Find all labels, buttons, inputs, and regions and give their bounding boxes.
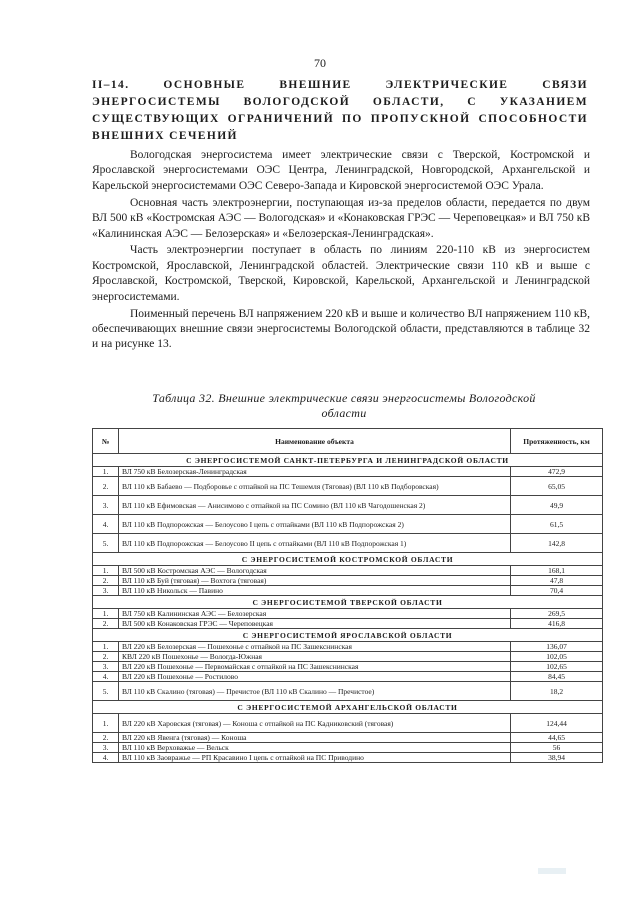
row-length: 56	[511, 743, 603, 753]
row-length: 61,5	[511, 515, 603, 534]
row-number: 4.	[93, 672, 119, 682]
row-number: 3.	[93, 586, 119, 596]
row-length: 84,45	[511, 672, 603, 682]
row-length: 44,65	[511, 733, 603, 743]
table-row	[93, 477, 603, 496]
row-number: 1.	[93, 467, 119, 477]
section-title: С ЭНЕРГОСИСТЕМОЙ ТВЕРСКОЙ ОБЛАСТИ	[93, 596, 603, 609]
row-name: ВЛ 110 кВ Верховажье — Вельск	[119, 743, 511, 753]
table-section-row	[93, 701, 603, 714]
scan-mark	[538, 868, 566, 874]
table-row	[93, 566, 603, 576]
row-number: 1.	[93, 642, 119, 652]
row-number: 4.	[93, 753, 119, 763]
row-number: 3.	[93, 743, 119, 753]
row-number: 2.	[93, 619, 119, 629]
table-row	[93, 753, 603, 763]
table-row	[93, 733, 603, 743]
row-name: ВЛ 220 кВ Пошехонье — Первомайская с отпайкой на ПС Зашекснинская	[119, 662, 511, 672]
table-section-row	[93, 454, 603, 467]
body-text	[92, 148, 590, 354]
heading-line: ВНЕШНИХ СЕЧЕНИЙ	[92, 130, 238, 142]
row-name: ВЛ 220 кВ Пошехонье — Ростилово	[119, 672, 511, 682]
table-row	[93, 672, 603, 682]
row-name: ВЛ 220 кВ Харовская (тяговая) — Коноша с отпайкой на ПС Кадниковский (тяговая)	[119, 714, 511, 733]
row-length: 136,07	[511, 642, 603, 652]
row-name: ВЛ 110 кВ Заовражье — РП Красавино I цепь с отпайкой на ПС Приводино	[119, 753, 511, 763]
row-name: ВЛ 750 кВ Белозерская-Ленинградская	[119, 467, 511, 477]
row-length: 142,8	[511, 534, 603, 553]
row-number: 3.	[93, 496, 119, 515]
row-name: КВЛ 220 кВ Пошехонье — Вологда-Южная	[119, 652, 511, 662]
paragraph: Вологодская энергосистема имеет электрические связи с Тверской, Костромской и Ярославской энергосистемами ОЭС Центра, Ленинградской, Новгородской, Архангельской и Карельской энергосистемами ОЭС Северо-Запада и Кировской энергосистемой ОЭС Урала.	[92, 149, 590, 192]
table-row	[93, 642, 603, 652]
section-title: С ЭНЕРГОСИСТЕМОЙ ЯРОСЛАВСКОЙ ОБЛАСТИ	[93, 629, 603, 642]
table-row	[93, 534, 603, 553]
row-number: 3.	[93, 662, 119, 672]
paragraph: Часть электроэнергии поступает в область по линиям 220-110 кВ из энергосистем Костромской, Ярославской, Ленинградской областей. Электрические связи 110 кВ и выше с Ярославской, Костромской, Тверской, Кировской, Карельской, Архангельской и Ленинградской энергосистемами.	[92, 244, 590, 303]
row-name: ВЛ 500 кВ Костромская АЭС — Вологодская	[119, 566, 511, 576]
caption-line: области	[321, 406, 367, 420]
row-number: 5.	[93, 534, 119, 553]
caption-line: Таблица 32. Внешние электрические связи энергосистемы Вологодской	[152, 391, 536, 405]
table-section-row	[93, 553, 603, 566]
header-name: Наименование объекта	[119, 429, 511, 454]
page-number: 70	[314, 56, 326, 70]
table-row	[93, 682, 603, 701]
row-name: ВЛ 110 кВ Скалино (тяговая) — Пречистое (ВЛ 110 кВ Скалино — Пречистое)	[119, 682, 511, 701]
row-name: ВЛ 110 кВ Буй (тяговая) — Вохтога (тяговая)	[119, 576, 511, 586]
row-name: ВЛ 500 кВ Конаковская ГРЭС — Череповецкая	[119, 619, 511, 629]
row-length: 416,8	[511, 619, 603, 629]
row-length: 102,65	[511, 662, 603, 672]
table-row	[93, 467, 603, 477]
row-length: 70,4	[511, 586, 603, 596]
row-length: 18,2	[511, 682, 603, 701]
row-number: 1.	[93, 566, 119, 576]
row-number: 2.	[93, 477, 119, 496]
heading-line: СУЩЕСТВУЮЩИХ ОГРАНИЧЕНИЙ ПО ПРОПУСКНОЙ СПОСОБНОСТИ	[92, 113, 588, 125]
row-length: 47,8	[511, 576, 603, 586]
section-title: С ЭНЕРГОСИСТЕМОЙ КОСТРОМСКОЙ ОБЛАСТИ	[93, 553, 603, 566]
paragraph: Основная часть электроэнергии, поступающая из-за пределов области, передается по двум ВЛ 500 кВ «Костромская АЭС — Вологодская» и «Конаковская ГРЭС — Череповецкая» и ВЛ 750 кВ «Калининская АЭС — Белозерская» и «Белозерская-Ленинградская».	[92, 196, 590, 240]
row-length: 269,5	[511, 609, 603, 619]
row-name: ВЛ 220 кВ Явенга (тяговая) — Коноша	[119, 733, 511, 743]
table-row	[93, 652, 603, 662]
section-title: С ЭНЕРГОСИСТЕМОЙ АРХАНГЕЛЬСКОЙ ОБЛАСТИ	[93, 701, 603, 714]
row-number: 2.	[93, 733, 119, 743]
row-length: 65,05	[511, 477, 603, 496]
table-caption	[100, 391, 588, 421]
heading-line: ЭНЕРГОСИСТЕМЫ ВОЛОГОДСКОЙ ОБЛАСТИ, С УКАЗАНИЕМ	[92, 96, 588, 108]
external-links-table	[92, 428, 603, 763]
row-length: 49,9	[511, 496, 603, 515]
table-row	[93, 743, 603, 753]
row-number: 5.	[93, 682, 119, 701]
header-length: Протяженность, км	[511, 429, 603, 454]
table-row	[93, 586, 603, 596]
row-length: 168,1	[511, 566, 603, 576]
row-name: ВЛ 110 кВ Подпорожская — Белоусово II цепь с отпайками (ВЛ 110 кВ Подпорожская 1)	[119, 534, 511, 553]
row-number: 2.	[93, 652, 119, 662]
row-length: 472,9	[511, 467, 603, 477]
row-name: ВЛ 220 кВ Белозерская — Пошехонье с отпайкой на ПС Зашекснинская	[119, 642, 511, 652]
row-length: 38,94	[511, 753, 603, 763]
section-title: С ЭНЕРГОСИСТЕМОЙ САНКТ-ПЕТЕРБУРГА И ЛЕНИНГРАДСКОЙ ОБЛАСТИ	[93, 454, 603, 467]
row-number: 1.	[93, 609, 119, 619]
section-heading	[92, 77, 588, 145]
row-name: ВЛ 110 кВ Подпорожская — Белоусово I цепь с отпайками (ВЛ 110 кВ Подпорожская 2)	[119, 515, 511, 534]
table-row	[93, 496, 603, 515]
table-section-row	[93, 629, 603, 642]
row-length: 102,05	[511, 652, 603, 662]
header-number: №	[93, 429, 119, 454]
row-name: ВЛ 110 кВ Бабаево — Подборовье с отпайкой на ПС Тешемля (Тяговая) (ВЛ 110 кВ Подборовская)	[119, 477, 511, 496]
row-length: 124,44	[511, 714, 603, 733]
table-section-row	[93, 596, 603, 609]
table-row	[93, 515, 603, 534]
table-header-row	[93, 429, 603, 454]
table-row	[93, 662, 603, 672]
table-row	[93, 609, 603, 619]
table-row	[93, 619, 603, 629]
table-row	[93, 714, 603, 733]
row-number: 4.	[93, 515, 119, 534]
paragraph: Поименный перечень ВЛ напряжением 220 кВ и выше и количество ВЛ напряжением 110 кВ, обеспечивающих внешние связи энергосистемы Вологодской области, представляются в таблице 32 и на рисунке 13.	[92, 307, 590, 351]
table-body	[93, 454, 603, 763]
row-number: 1.	[93, 714, 119, 733]
table-row	[93, 576, 603, 586]
row-number: 2.	[93, 576, 119, 586]
heading-line: II–14. ОСНОВНЫЕ ВНЕШНИЕ ЭЛЕКТРИЧЕСКИЕ СВЯЗИ	[92, 79, 588, 91]
row-name: ВЛ 110 кВ Ефимовская — Анисимово с отпайкой на ПС Сомино (ВЛ 110 кВ Чагодошенская 2)	[119, 496, 511, 515]
row-name: ВЛ 110 кВ Никольск — Павино	[119, 586, 511, 596]
row-name: ВЛ 750 кВ Калининская АЭС — Белозерская	[119, 609, 511, 619]
